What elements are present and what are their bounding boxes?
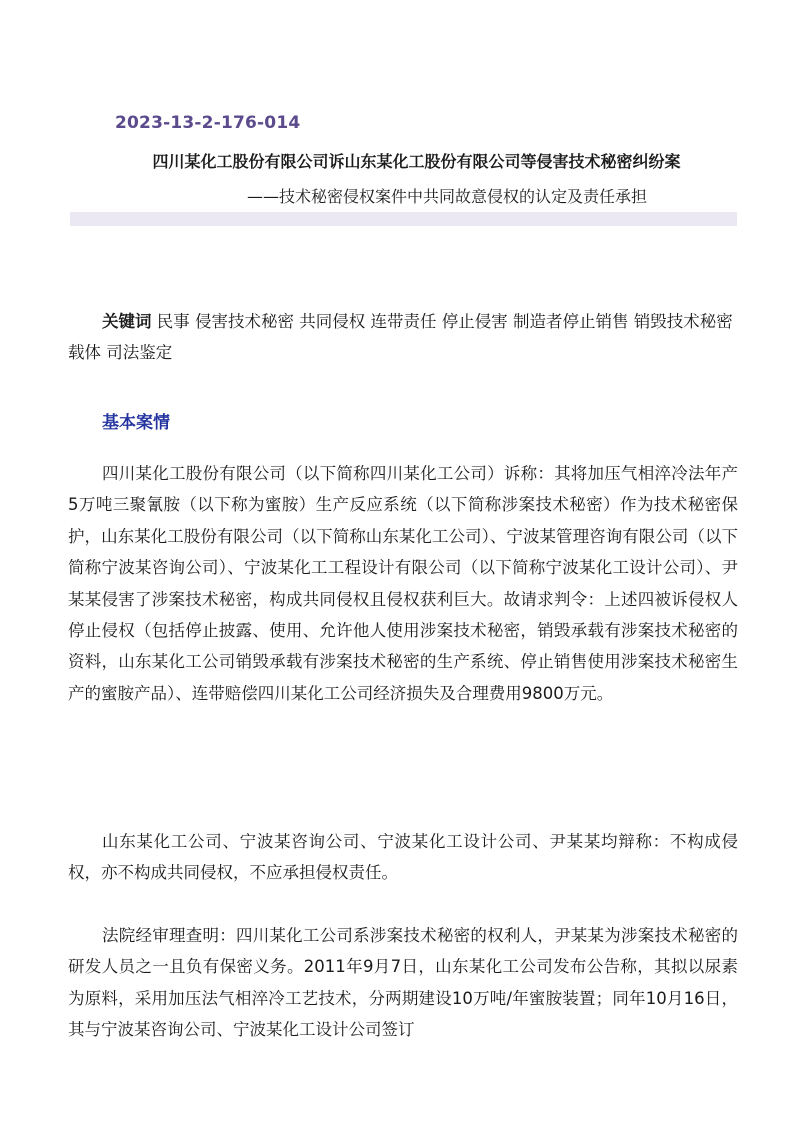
section-heading: 基本案情 [102, 413, 170, 433]
title-underline-band [70, 212, 737, 226]
keywords-paragraph [68, 306, 738, 368]
body-paragraph: 四川某化工股份有限公司（以下简称四川某化工公司）诉称：其将加压气相淬冷法年产5万吨三聚氰胺（以下称为蜜胺）生产反应系统（以下简称涉案技术秘密）作为技术秘密保护，山东某化工股份有限公司（以下简称山东某化工公司）、宁波某管理咨询有限公司（以下简称宁波某咨询公司）、宁波某化工工程设计有限公司（以下简称宁波某化工设计公司）、尹某某侵害了涉案技术秘密，构成共同侵权且侵权获利巨大。故请求判令：上述四被诉侵权人停止侵权（包括停止披露、使用、允许他人使用涉案技术秘密，销毁承载有涉案技术秘密的资料，山东某化工公司销毁承载有涉案技术秘密的生产系统、停止销售使用涉案技术秘密生产的蜜胺产品）、连带赔偿四川某化工公司经济损失及合理费用9800万元。 [68, 464, 738, 703]
document-subtitle: ——技术秘密侵权案件中共同故意侵权的认定及责任承担 [246, 187, 647, 206]
body-paragraph: 山东某化工公司、宁波某咨询公司、宁波某化工设计公司、尹某某均辩称：不构成侵权，亦不构成共同侵权，不应承担侵权责任。 [68, 832, 738, 883]
body-paragraph: 法院经审理查明：四川某化工公司系涉案技术秘密的权利人，尹某某为涉案技术秘密的研发人员之一且负有保密义务。2011年9月7日，山东某化工公司发布公告称，其拟以尿素为原料，采用加压法气相淬冷工艺技术，分两期建设10万吨/年蜜胺装置；同年10月16日，其与宁波某咨询公司、宁波某化工设计公司签订 [68, 926, 738, 1040]
keywords-label: 关键词 [102, 312, 152, 331]
document-title: 四川某化工股份有限公司诉山东某化工股份有限公司等侵害技术秘密纠纷案 [152, 152, 681, 171]
case-number: 2023-13-2-176-014 [115, 113, 301, 133]
keywords-text: 民事 侵害技术秘密 共同侵权 连带责任 停止侵害 制造者停止销售 销毁技术秘密载体 司法鉴定 [68, 312, 733, 362]
